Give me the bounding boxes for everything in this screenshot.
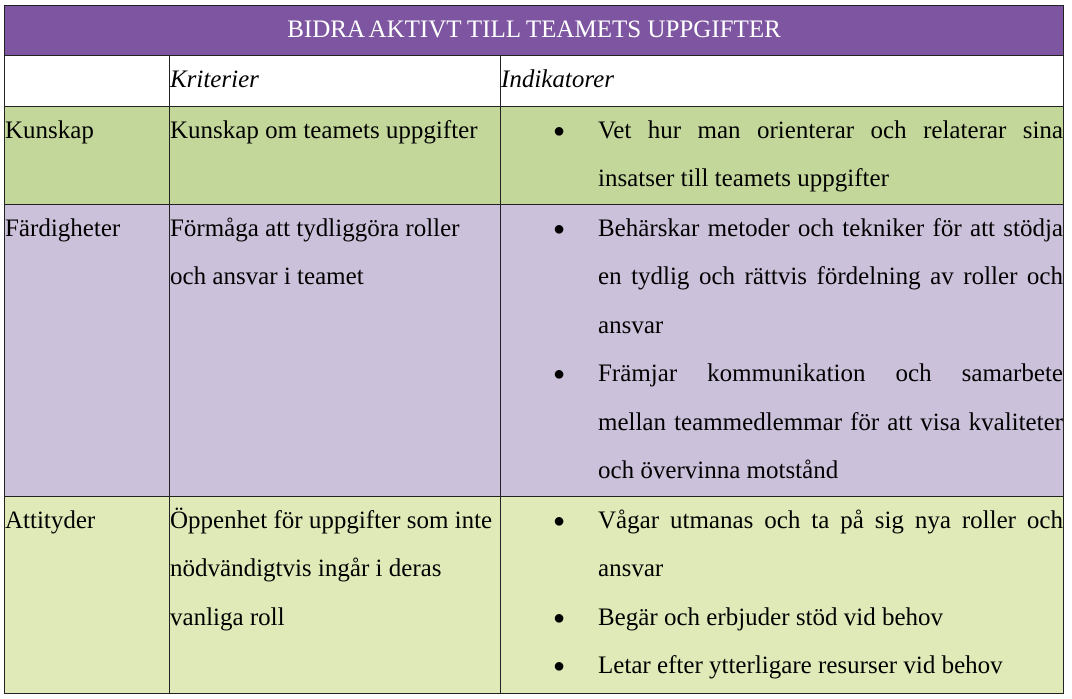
header-category	[5, 55, 170, 106]
indicator-list	[501, 205, 1063, 496]
indicators-cell	[501, 106, 1064, 204]
table-title-row	[5, 6, 1064, 56]
list-item	[501, 594, 1063, 643]
bullet-icon: ●	[553, 217, 566, 240]
indicators-cell	[501, 204, 1064, 496]
indicator-list	[501, 107, 1063, 204]
category-cell: Färdigheter	[5, 204, 170, 496]
category-cell: Attityder	[5, 496, 170, 693]
criteria-cell: Kunskap om teamets uppgifter	[170, 106, 501, 204]
table-row-attityder	[5, 496, 1064, 693]
list-item	[501, 107, 1063, 204]
indicator-list	[501, 497, 1063, 691]
bullet-icon: ●	[553, 606, 566, 629]
bullet-icon: ●	[553, 119, 566, 142]
list-item	[501, 350, 1063, 496]
header-criteria: Kriterier	[170, 55, 501, 106]
criteria-cell: Öppenhet för uppgifter som inte nödvändigtvis ingår i deras vanliga roll	[170, 496, 501, 693]
bullet-icon: ●	[553, 509, 566, 532]
list-item	[501, 497, 1063, 594]
category-cell: Kunskap	[5, 106, 170, 204]
list-item	[501, 642, 1063, 691]
indicator-text: Behärskar metoder och tekniker för att stödja en tydlig och rättvis fördelning av roller och ansvar	[598, 214, 1064, 339]
table-row-fardigheter	[5, 204, 1064, 496]
table-header-row	[5, 55, 1064, 106]
indicators-cell	[501, 496, 1064, 693]
indicator-text: Vet hur man orienterar och relaterar sina insatser till teamets uppgifter	[598, 116, 1064, 192]
table-title: BIDRA AKTIVT TILL TEAMETS UPPGIFTER	[5, 6, 1064, 56]
list-item	[501, 205, 1063, 351]
bullet-icon: ●	[553, 363, 566, 385]
indicator-text: Letar efter ytterligare resurser vid behov	[598, 652, 1003, 679]
table-row-kunskap	[5, 106, 1064, 204]
header-indicators: Indikatorer	[501, 55, 1064, 106]
indicator-text: Främjar kommunikation och samarbete mellan teammedlemmar för att visa kvaliteter och övervinna motstånd	[598, 360, 1064, 484]
indicator-text: Begär och erbjuder stöd vid behov	[598, 603, 944, 631]
bullet-icon: ●	[553, 655, 566, 677]
indicator-text: Vågar utmanas och ta på sig nya roller och ansvar	[598, 506, 1064, 582]
criteria-cell: Förmåga att tydliggöra roller och ansvar i teamet	[170, 204, 501, 496]
competence-table	[4, 5, 1064, 694]
